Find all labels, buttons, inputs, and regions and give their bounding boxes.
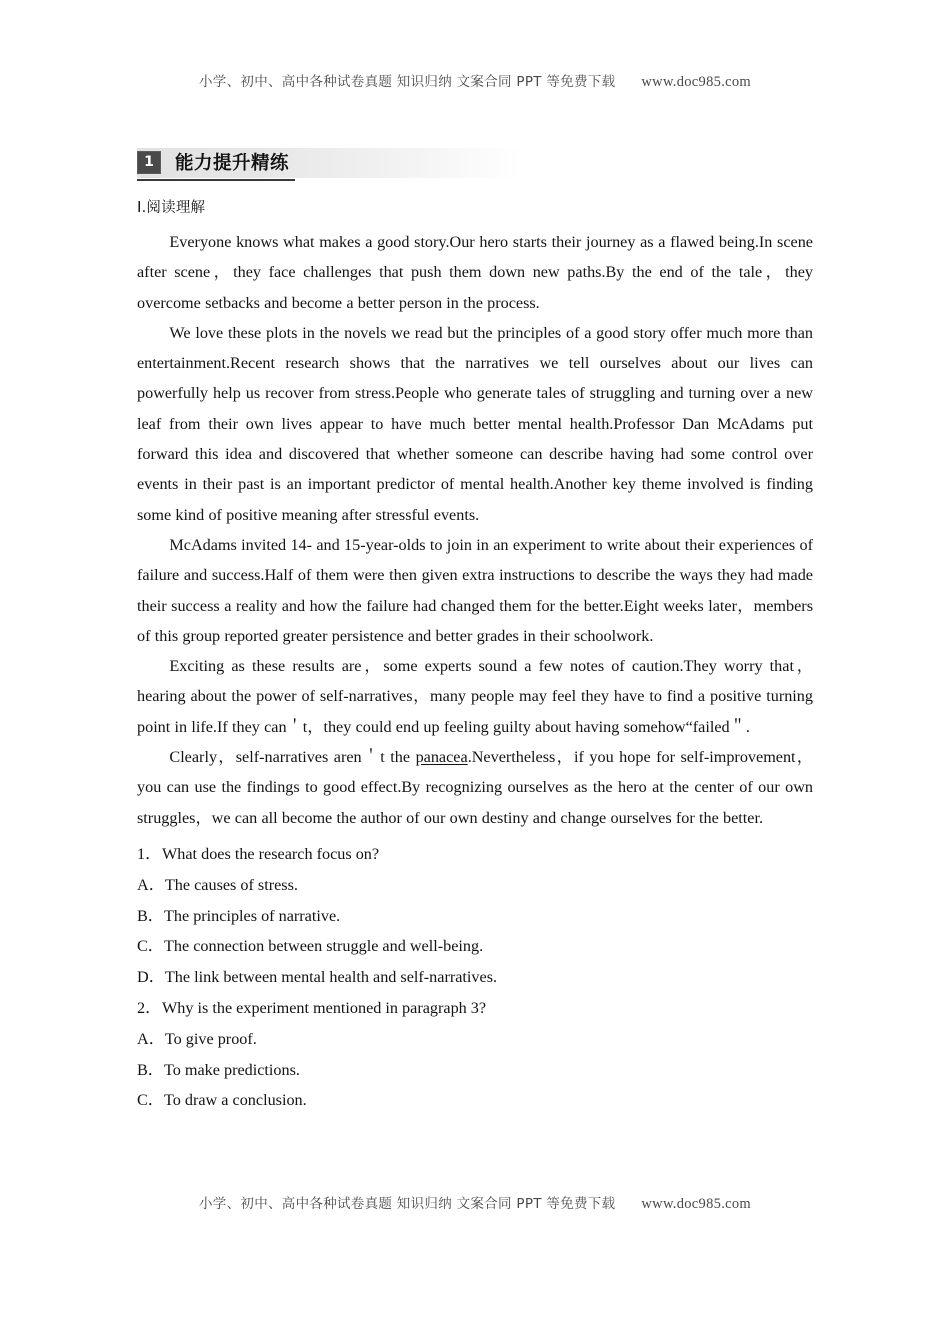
passage-paragraph-1: Everyone knows what makes a good story.Our hero starts their journey as a flawed being.In scene after scene，they face challenges that push them down new paths.By the end of the tale，they overcome setbacks and become a better person in the process. (137, 233, 813, 312)
passage-paragraph-4: Exciting as these results are，some experts sound a few notes of caution.They worry that，hearing about the power of self-narratives，many people may feel they have to find a positive turning point in life.If they can＇t，they could end up feeling guilty about having somehow“failed＂. (137, 657, 813, 736)
question-item (137, 1055, 813, 1086)
header-watermark-url: www.doc985.com (641, 74, 751, 90)
question-text: What does the research focus on? (162, 844, 380, 863)
section-header (137, 148, 827, 182)
question-marker: C． (137, 937, 164, 956)
footer-watermark-text: 小学、初中、高中各种试卷真题 知识归纳 文案合同 PPT 等免费下载 (199, 1196, 616, 1212)
subsection-heading-label: .阅读理解 (141, 200, 206, 216)
question-marker: C． (137, 1091, 164, 1110)
question-marker: 1． (137, 844, 162, 863)
passage-paragraph-5 (137, 742, 813, 833)
section-title: 能力提升精练 (175, 153, 290, 174)
question-text: To give proof. (164, 1029, 257, 1048)
question-text: The link between mental health and self-narratives. (164, 968, 498, 987)
footer-watermark-url: www.doc985.com (641, 1196, 751, 1212)
question-marker: D． (137, 968, 165, 987)
question-text: The causes of stress. (164, 875, 298, 894)
question-item (137, 962, 813, 993)
question-text: To make predictions. (163, 1060, 300, 1079)
question-text: To draw a conclusion. (163, 1091, 307, 1110)
panacea-underlined-word: panacea (415, 748, 468, 767)
question-text: Why is the experiment mentioned in paragraph 3? (162, 998, 487, 1017)
document-content (137, 196, 813, 1116)
question-item (137, 1085, 813, 1116)
passage-paragraph-3: McAdams invited 14- and 15-year-olds to join in an experiment to write about their experiences of failure and success.Half of them were then given extra instructions to describe the ways they had made their success a reality and how the failure had changed them for the better.Eight weeks later，members of this group reported greater persistence and better grades in their schoolwork. (137, 535, 813, 645)
question-item (137, 870, 813, 901)
question-item (137, 839, 813, 870)
question-marker: 2． (137, 998, 162, 1017)
question-item (137, 1024, 813, 1055)
section-number-badge: 1 (137, 151, 161, 174)
question-item (137, 901, 813, 932)
passage-paragraph-2: We love these plots in the novels we read but the principles of a good story offer much more than entertainment.Recent research shows that the narratives we tell ourselves about our lives can powerfully help us recover from stress.People who generate tales of struggling and turning over a new leaf from their own lives appear to have much better mental health.Professor Dan McAdams put forward this idea and discovered that whether someone can describe having had some control over events in their past is an important predictor of mental health.Another key theme involved is finding some kind of positive meaning after stressful events. (137, 323, 813, 524)
paragraph5-text-after: .Nevertheless，if you hope for self-improvement，you can use the findings to good effect.By recognizing ourselves as the hero at the center of our own struggles，we can all become the author of our own destiny and change ourselves for the better. (137, 748, 813, 827)
question-text: The connection between struggle and well-being. (163, 937, 484, 956)
paragraph5-text-before: Clearly，self-narratives aren＇t the (169, 748, 416, 767)
question-marker: A． (137, 1029, 165, 1048)
question-marker: B． (137, 1060, 164, 1079)
question-marker: A． (137, 875, 165, 894)
header-watermark-text: 小学、初中、高中各种试卷真题 知识归纳 文案合同 PPT 等免费下载 (199, 74, 616, 90)
question-text: The principles of narrative. (163, 906, 341, 925)
footer-watermark (137, 1192, 813, 1213)
question-item (137, 931, 813, 962)
question-list (137, 839, 813, 1116)
subsection-heading (137, 196, 813, 217)
question-marker: B． (137, 906, 164, 925)
header-watermark (137, 70, 813, 91)
subsection-roman-numeral: Ⅰ (137, 200, 142, 216)
question-item (137, 993, 813, 1024)
section-title-underline (137, 179, 295, 181)
